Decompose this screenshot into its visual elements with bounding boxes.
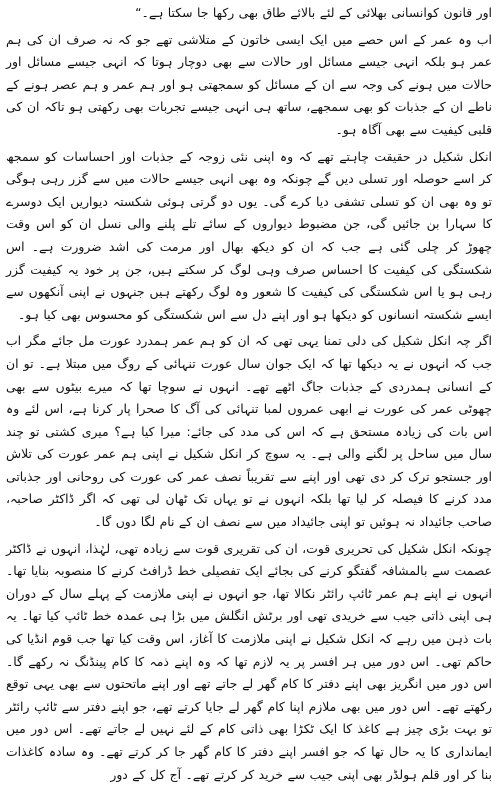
paragraph-3: انکل شکیل در حقیقت چاہتے تھے کہ وہ اپنی نئی زوجہ کے جذبات اور احساسات کو سمجھ کر اسے حوصلہ اور تسلی دیں گے چونکہ وہ بھی انہی جیسے حالات میں سے گزر رہی ہوگی تو وہ بھی ان کو تسلی تشفی دیا کرے گی۔ یوں دو گرتی ہوئی شکستہ دیواریں ایک دوسرے کا سہارا بن جائیں گی، جن مضبوط دیواروں کے سائے تلے پلنے والی نسل ان کو اس وقت چھوڑ کر چلی گئی ہے جب کہ ان کو دیکھ بھال اور مرمت کی اشد ضرورت ہے۔ اس شکستگی کی کیفیت کا احساس صرف وہی لوگ کر سکتے ہیں، جن پر خود یہ کیفیت گزر رہی ہو یا اس شکستگی کی کیفیت کا شعور وہ لوگ رکھتے ہیں جنہوں نے اپنی آنکھوں سے ایسے شکستہ انسانوں کو دیکھا ہو اور اپنے دل سے اس شکستگی کو محسوس بھی کیا ہو۔ [6, 148, 492, 322]
paragraph-5: چونکہ انکل شکیل کی تحریری قوت، ان کی تقریری قوت سے زیادہ تھی، لہٰذا، انہوں نے ڈاکٹر عصمت سے بالمشافہ گفتگو کرنے کی بجائے ایک تفصیلی خط ڈرافٹ کرنے کا منصوبہ بنایا تھا۔ انہوں نے اپنے ہم عمر ٹائپ رائٹر نکالا تھا، جو انہوں نے اپنی ملازمت کے پہلے سال کے دوران ہی اپنی ذاتی جیب سے خریدی تھی اور برٹش انگلش میں بڑا ہی عمدہ خط ٹائپ کیا تھا۔ یہ بات ذہن میں رہے کہ انکل شکیل نے اپنی ملازمت کا آغاز، اس وقت کیا تھا جب قوم انڈیا کی حاکم تھی۔ اس دور میں ہر افسر پر یہ لازم تھا کہ وہ اپنے ذمہ کا کام پینڈنگ نہ رکھے گا۔ اس دور میں انگریز بھی اپنے دفتر کا کام گھر لے جاتے تھے اور اپنے ماتحتوں سے بھی یہی توقع رکھتے تھے۔ اس دور میں بھی ملازم اپنا کام گھر لے جایا کرتے تھے، جو اپنے دفتر سے ٹائپ رائٹر تو بہت بڑی چیز ہے کاغذ کا ایک ٹکڑا بھی ذاتی کام کے لئے نہیں لے جاتے تھے۔ اس دور میں ایمانداری کا یہ حال تھا کہ جو افسر اپنے دفتر کا کام گھر جا کر کرتے تھے۔ وہ سادہ کاغذات بنا کر اور قلم ہولڈر بھی اپنی جیب سے خرید کر کرتے تھے۔ آج کل کے دور [6, 540, 492, 782]
paragraph-2: اب وہ عمر کے اس حصے میں ایک ایسی خاتون کے متلاشی تھے جو کہ نہ صرف ان کی ہم عمر ہو بلکہ انہی جیسے مسائل اور حالات سے بھی دوچار ہوتا کہ انہی جیسے مسائل اور حالات میں ہونے کی وجہ سے ان کے مسائل کو سمجھتی ہو اور ہم عمر و ہم عصر ہونے کے ناطے ان کے جذبات کو بھی سمجھے، ساتھ ہی انہی جیسے تجربات بھی رکھتی ہو تاکہ ان کی قلبی کیفیت سے بھی آگاہ ہو۔ [6, 31, 492, 137]
paragraph-1: اور قانون کوانسانی بھلائی کے لئے بالائے طاق بھی رکھا جا سکتا ہے۔“ [135, 5, 492, 20]
paragraph-4: اگر چہ انکل شکیل کی دلی تمنا یہی تھی کہ ان کو ہم عمر ہمدرد عورت مل جائے مگر اب جب کہ انہوں نے یہ دیکھا تھا کہ ایک جوان سال عورت تنہائی کے روگ میں مبتلا ہے۔ تو ان کے انسانی ہمدردی کے جذبات جاگ اٹھے تھے۔ انہوں نے سوچا تھا کہ میرے بیٹوں سے بھی چھوٹی عمر کی عورت نے ابھی عمروں لمبا تنہائی کی آگ کا صحرا پار کرنا ہے، اس لئے وہ اس بات کی زیادہ مستحق ہے کہ اس کی مدد کی جائے: میرا کیا ہے؟ میری کشتی تو چند سال میں ساحل پر لگنے والی ہے۔ یہ سوچ کر انکل شکیل نے اپنی ہم عمر عورت کی تلاش اور جستجو ترک کر دی تھی اور اپنے سے تقریباً نصف عمر کی عورت کی روحانی اور جذباتی مدد کرنے کا فیصلہ کر لیا تھا بلکہ انہوں نے تو یہاں تک ٹھان لی تھی کہ اگر ڈاکٹر صاحبہ، صاحب جائیداد نہ ہوئیں تو اپنی جائیداد میں سے نصف ان کے نام لگا دوں گا۔ [6, 333, 492, 530]
